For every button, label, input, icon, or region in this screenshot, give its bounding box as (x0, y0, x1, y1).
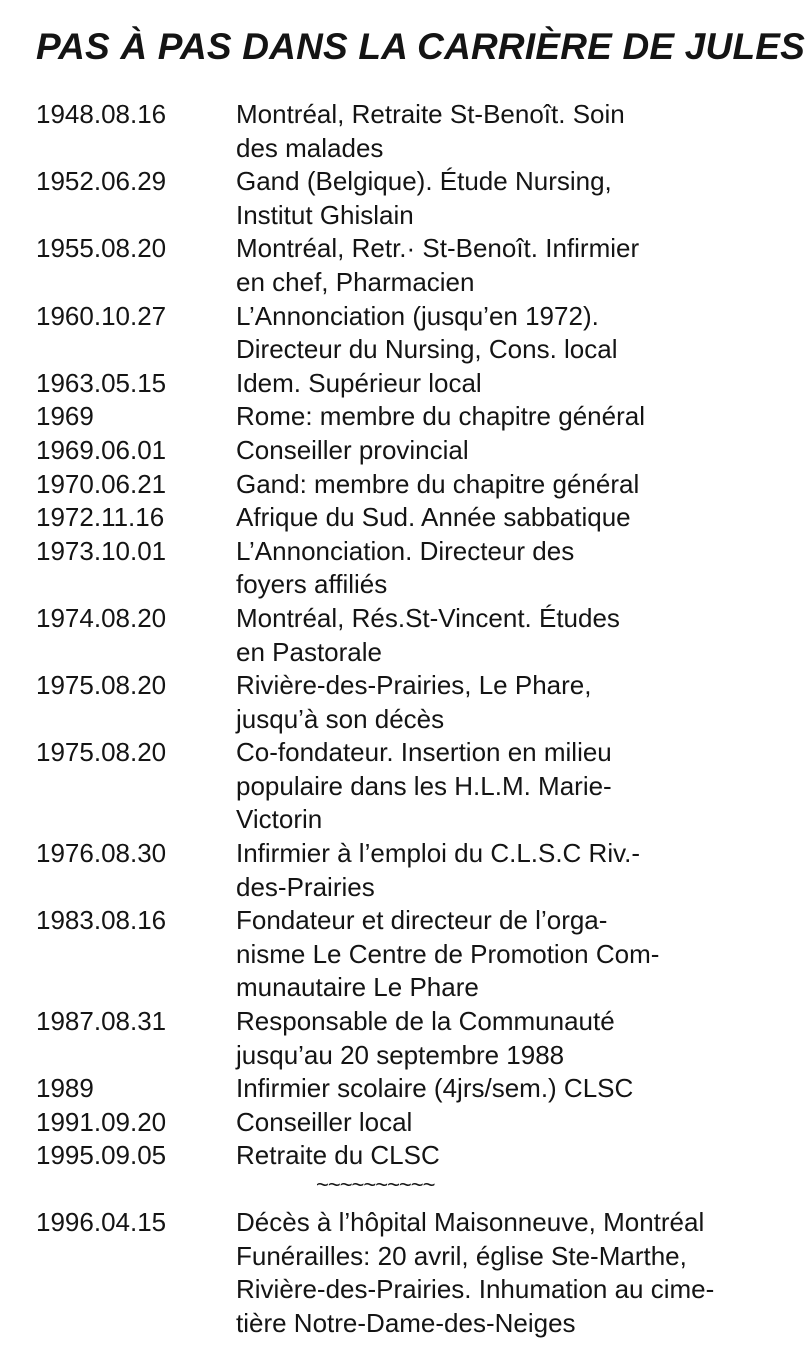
entry-description (236, 232, 806, 299)
entry-date: 1972.11.16 (36, 502, 165, 533)
entry-date: 1989 (36, 1073, 94, 1104)
career-timeline (36, 98, 806, 1340)
entry-date: 1975.08.20 (36, 737, 167, 768)
entry-description (236, 602, 806, 669)
entry-date: 1995.09.05 (36, 1140, 167, 1171)
tilde-separator: ~~~~~~~~~~ (316, 1172, 435, 1197)
timeline-entry (36, 1072, 806, 1106)
entry-description-line: en Pastorale (236, 636, 382, 667)
entry-description-line: Gand (Belgique). Étude Nursing, (236, 166, 612, 197)
entry-description (236, 1005, 806, 1072)
entry-description-line: Co-fondateur. Insertion en milieu (236, 737, 612, 768)
entry-description-line: nisme Le Centre de Promotion Com- (236, 938, 660, 969)
entry-description-line: Responsable de la Communauté (236, 1006, 615, 1037)
entry-description-line: Directeur du Nursing, Cons. local (236, 334, 618, 365)
entry-date: 1969.06.01 (36, 434, 167, 465)
entry-date: 1983.08.16 (36, 905, 167, 936)
entry-description-line: tière Notre-Dame-des-Neiges (236, 1307, 576, 1338)
entry-description-line: Retraite du CLSC (236, 1140, 440, 1171)
entry-description-line: L’Annonciation. Directeur des (236, 535, 575, 566)
entry-date: 1955.08.20 (36, 233, 167, 264)
entry-description-line: L’Annonciation (jusqu’en 1972). (236, 300, 599, 331)
entry-description-line: foyers affiliés (236, 569, 388, 600)
entry-description-line: Rivière-des-Prairies. Inhumation au cime- (236, 1274, 715, 1305)
timeline-entry (36, 904, 806, 1005)
entry-description (236, 501, 806, 535)
timeline-entry (36, 669, 806, 736)
entry-description-line: jusqu’à son décès (236, 703, 445, 734)
entry-description (236, 904, 806, 1005)
entry-description-line: Montréal, Retr.· St-Benoît. Infirmier (236, 233, 640, 264)
entry-description (236, 1106, 806, 1140)
entry-description-line: Montréal, Retraite St-Benoît. Soin (236, 99, 625, 129)
timeline-entry (36, 165, 806, 232)
entry-description-line: Fondateur et directeur de l’orga- (236, 905, 608, 936)
entry-description (236, 367, 806, 401)
entry-description-line: Conseiller provincial (236, 434, 469, 465)
entry-description-line: Institut Ghislain (236, 199, 414, 230)
entry-description-line: Rivière-des-Prairies, Le Phare, (236, 670, 592, 701)
timeline-entry (36, 98, 806, 165)
timeline-entry (36, 232, 806, 299)
timeline-entry (36, 535, 806, 602)
entry-description-line: jusqu’au 20 septembre 1988 (236, 1039, 565, 1070)
entry-description-line: Rome: membre du chapitre général (236, 401, 645, 432)
timeline-entry (36, 1005, 806, 1072)
entry-description-line: Gand: membre du chapitre général (236, 468, 640, 499)
entry-date: 1987.08.31 (36, 1006, 167, 1037)
timeline-entry (36, 501, 806, 535)
entry-date: 1975.08.20 (36, 670, 167, 701)
entry-description (236, 468, 806, 502)
entry-description (236, 434, 806, 468)
entry-description (236, 837, 806, 904)
timeline-entry (36, 300, 806, 367)
entry-description-line: des malades (236, 132, 384, 163)
entry-description (236, 535, 806, 602)
entry-date: 1974.08.20 (36, 602, 167, 633)
timeline-entry (36, 1206, 806, 1340)
entry-description (236, 1072, 806, 1106)
entry-description-line: Décès à l’hôpital Maisonneuve, Montréal (236, 1207, 705, 1237)
entry-date: 1976.08.30 (36, 838, 167, 869)
entry-date: 1963.05.15 (36, 367, 167, 398)
entry-description-line: munautaire Le Phare (236, 972, 479, 1003)
entry-description-line: Funérailles: 20 avril, église Ste-Marthe, (236, 1240, 687, 1271)
entry-description-line: Afrique du Sud. Année sabbatique (236, 502, 631, 533)
entry-date: 1973.10.01 (36, 535, 167, 566)
timeline-entry (36, 1139, 806, 1173)
timeline-entry (36, 1106, 806, 1140)
timeline-entry (36, 736, 806, 837)
entry-description (236, 669, 806, 736)
entry-description (236, 98, 806, 165)
entry-date: 1952.06.29 (36, 166, 167, 197)
timeline-entry (36, 837, 806, 904)
entry-description (236, 165, 806, 232)
entry-description-line: Conseiller local (236, 1106, 413, 1137)
entry-description-line: Victorin (236, 804, 323, 835)
entry-date: 1996.04.15 (36, 1207, 167, 1237)
entry-description (236, 1139, 806, 1173)
entry-date: 1960.10.27 (36, 300, 167, 331)
entry-date: 1991.09.20 (36, 1106, 167, 1137)
timeline-entry (36, 602, 806, 669)
entry-description-line: populaire dans les H.L.M. Marie- (236, 770, 612, 801)
timeline-entry (36, 400, 806, 434)
page-title: PAS À PAS DANS LA CARRIÈRE DE JULES (36, 26, 806, 67)
timeline-entry (36, 468, 806, 502)
entry-date: 1969 (36, 401, 94, 432)
timeline-entry (36, 434, 806, 468)
entry-description (236, 1206, 806, 1340)
entry-description-line: en chef, Pharmacien (236, 266, 475, 297)
entry-description (236, 400, 806, 434)
entry-description (236, 736, 806, 837)
entry-description-line: Infirmier scolaire (4jrs/sem.) CLSC (236, 1073, 634, 1104)
entry-description-line: Idem. Supérieur local (236, 367, 482, 398)
entry-description-line: Montréal, Rés.St-Vincent. Études (236, 602, 620, 633)
entry-date: 1970.06.21 (36, 468, 167, 499)
timeline-entry (36, 367, 806, 401)
entry-description-line: des-Prairies (236, 871, 375, 902)
entry-description (236, 300, 806, 367)
entry-description-line: Infirmier à l’emploi du C.L.S.C Riv.- (236, 838, 641, 869)
entry-date: 1948.08.16 (36, 99, 167, 129)
